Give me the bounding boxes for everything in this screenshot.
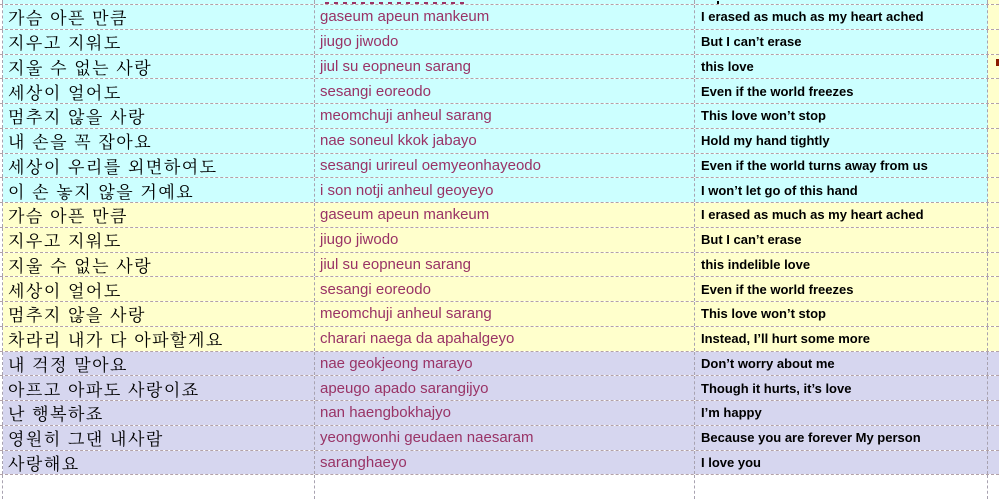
cell-english[interactable] bbox=[695, 129, 988, 153]
cell-romanized-text: apeugo apado sarangijyo bbox=[320, 379, 489, 397]
cell-korean-text: 차라리 내가 다 아파할게요 bbox=[8, 331, 224, 351]
cell-romanized-text: nae geokjeong marayo bbox=[320, 354, 473, 372]
table-row bbox=[0, 30, 999, 55]
cell-romanized[interactable] bbox=[315, 129, 695, 153]
cell-romanized[interactable] bbox=[315, 376, 695, 400]
cell-korean-text: 멈추지 않을 사랑 bbox=[8, 108, 146, 128]
cell-korean[interactable] bbox=[3, 302, 315, 326]
table-row bbox=[0, 79, 999, 104]
clipped-text-fragment bbox=[325, 2, 465, 4]
cell-korean-text: 영원히 그댄 내사람 bbox=[8, 430, 164, 450]
cell-next-col-sliver[interactable] bbox=[988, 401, 999, 425]
cell-romanized[interactable] bbox=[315, 327, 695, 351]
cell-next-col-sliver[interactable] bbox=[988, 55, 999, 79]
cell-next-col-sliver[interactable] bbox=[988, 253, 999, 277]
cell-english-text: But I can’t erase bbox=[701, 34, 802, 50]
cell-next-col-sliver[interactable] bbox=[988, 327, 999, 351]
cell-romanized[interactable] bbox=[315, 302, 695, 326]
cell-korean[interactable] bbox=[3, 228, 315, 252]
cell-korean[interactable] bbox=[3, 426, 315, 450]
cell-romanized-text: nae soneul kkok jabayo bbox=[320, 132, 477, 150]
partial-cell-next-col-sliver bbox=[988, 475, 999, 499]
table-row bbox=[0, 129, 999, 154]
cell-romanized[interactable] bbox=[315, 55, 695, 79]
cell-english[interactable] bbox=[695, 451, 988, 475]
cell-next-col-sliver[interactable] bbox=[988, 451, 999, 475]
cell-english[interactable] bbox=[695, 277, 988, 301]
cell-romanized[interactable] bbox=[315, 352, 695, 376]
cell-romanized[interactable] bbox=[315, 451, 695, 475]
cell-english[interactable] bbox=[695, 154, 988, 178]
cell-next-col-sliver[interactable] bbox=[988, 376, 999, 400]
cell-next-col-sliver[interactable] bbox=[988, 129, 999, 153]
cell-english-text: But I can’t erase bbox=[701, 232, 802, 248]
cell-romanized-text: gaseum apeun mankeum bbox=[320, 8, 490, 26]
cell-korean[interactable] bbox=[3, 451, 315, 475]
table-row bbox=[0, 55, 999, 80]
cell-korean[interactable] bbox=[3, 129, 315, 153]
cell-english-text: Instead, I’ll hurt some more bbox=[701, 331, 871, 347]
partial-cell-english bbox=[695, 0, 988, 4]
table-row bbox=[0, 178, 999, 203]
cell-korean-text: 지우고 지워도 bbox=[8, 34, 122, 54]
cell-romanized[interactable] bbox=[315, 79, 695, 103]
table-row bbox=[0, 253, 999, 278]
cell-korean-text: 세상이 얼어도 bbox=[8, 83, 122, 103]
cell-korean-text: 지우고 지워도 bbox=[8, 232, 122, 252]
cell-romanized[interactable] bbox=[315, 401, 695, 425]
table-row bbox=[0, 451, 999, 476]
cell-next-col-sliver[interactable] bbox=[988, 79, 999, 103]
cell-korean[interactable] bbox=[3, 253, 315, 277]
cell-korean[interactable] bbox=[3, 203, 315, 227]
cell-english-text: Even if the world freezes bbox=[701, 281, 854, 297]
partial-cell-romanized bbox=[315, 475, 695, 499]
cell-english-text: Even if the world turns away from us bbox=[701, 157, 928, 173]
partial-cell-korean bbox=[3, 475, 315, 499]
cell-romanized-text: sesangi eoreodo bbox=[320, 280, 431, 298]
cell-romanized-text: charari naega da apahalgeyo bbox=[320, 330, 515, 348]
cell-english-text: I’m happy bbox=[701, 405, 762, 421]
cell-romanized[interactable] bbox=[315, 154, 695, 178]
cell-english-text: This love won’t stop bbox=[701, 108, 826, 124]
cell-english[interactable] bbox=[695, 55, 988, 79]
cell-english-text: this indelible love bbox=[701, 256, 811, 272]
table-row bbox=[0, 228, 999, 253]
cell-romanized-text: sesangi eoreodo bbox=[320, 82, 431, 100]
cell-english-text: This love won’t stop bbox=[701, 306, 826, 322]
cell-korean-text: 내 걱정 말아요 bbox=[8, 355, 128, 375]
cell-english[interactable] bbox=[695, 5, 988, 29]
clipped-text-fragment bbox=[717, 1, 719, 4]
table-row bbox=[0, 401, 999, 426]
cell-english-text: Even if the world freezes bbox=[701, 83, 854, 99]
table-row bbox=[0, 104, 999, 129]
table-row bbox=[0, 277, 999, 302]
cell-english-text: Don’t worry about me bbox=[701, 355, 835, 371]
cell-next-col-sliver[interactable] bbox=[988, 178, 999, 202]
cell-romanized-text: yeongwonhi geudaen naesaram bbox=[320, 429, 534, 447]
cell-korean[interactable] bbox=[3, 55, 315, 79]
cell-next-col-sliver[interactable] bbox=[988, 228, 999, 252]
cell-romanized-text: sesangi urireul oemyeonhayeodo bbox=[320, 156, 541, 174]
cell-romanized-text: jiul su eopneun sarang bbox=[320, 57, 471, 75]
cell-korean[interactable] bbox=[3, 327, 315, 351]
cell-english[interactable] bbox=[695, 327, 988, 351]
cell-english-text: I erased as much as my heart ached bbox=[701, 207, 924, 223]
cell-next-col-sliver[interactable] bbox=[988, 277, 999, 301]
cell-next-col-sliver[interactable] bbox=[988, 30, 999, 54]
cell-romanized-text: gaseum apeun mankeum bbox=[320, 206, 490, 224]
cell-romanized-text: jiugo jiwodo bbox=[320, 33, 399, 51]
cell-korean[interactable] bbox=[3, 5, 315, 29]
table-row bbox=[0, 376, 999, 401]
cell-korean[interactable] bbox=[3, 79, 315, 103]
cell-romanized[interactable] bbox=[315, 277, 695, 301]
cell-next-col-sliver[interactable] bbox=[988, 5, 999, 29]
cell-next-col-sliver[interactable] bbox=[988, 203, 999, 227]
cell-english-text: Though it hurts, it’s love bbox=[701, 380, 852, 396]
cell-korean-text: 난 행복하죠 bbox=[8, 405, 104, 425]
cell-romanized[interactable] bbox=[315, 203, 695, 227]
table-row bbox=[0, 302, 999, 327]
table-row bbox=[0, 154, 999, 179]
cell-korean-text: 이 손 놓지 않을 거예요 bbox=[8, 182, 195, 202]
cell-english[interactable] bbox=[695, 401, 988, 425]
cell-romanized-text: jiugo jiwodo bbox=[320, 231, 399, 249]
cell-romanized-text: i son notji anheul geoyeyo bbox=[320, 181, 494, 199]
cell-korean-text: 내 손을 꼭 잡아요 bbox=[8, 133, 153, 153]
partial-row-bottom bbox=[0, 475, 999, 499]
cell-english[interactable] bbox=[695, 203, 988, 227]
cell-next-col-sliver[interactable] bbox=[988, 426, 999, 450]
cell-english-text: I love you bbox=[701, 454, 761, 470]
cell-english[interactable] bbox=[695, 253, 988, 277]
cell-english[interactable] bbox=[695, 228, 988, 252]
cell-romanized[interactable] bbox=[315, 5, 695, 29]
cell-next-col-sliver[interactable] bbox=[988, 104, 999, 128]
cell-romanized[interactable] bbox=[315, 253, 695, 277]
partial-cell-next-col-sliver bbox=[988, 0, 999, 4]
cell-next-col-sliver[interactable] bbox=[988, 352, 999, 376]
cell-english-text: I won’t let go of this hand bbox=[701, 182, 858, 198]
cell-romanized[interactable] bbox=[315, 178, 695, 202]
cell-english-text: I erased as much as my heart ached bbox=[701, 9, 924, 25]
cell-romanized[interactable] bbox=[315, 30, 695, 54]
cell-english[interactable] bbox=[695, 30, 988, 54]
cell-romanized-text: saranghaeyo bbox=[320, 453, 407, 471]
cell-next-col-sliver[interactable] bbox=[988, 302, 999, 326]
cell-korean-text: 사랑해요 bbox=[8, 454, 80, 474]
cell-korean[interactable] bbox=[3, 401, 315, 425]
cell-korean[interactable] bbox=[3, 376, 315, 400]
cell-english-text: this love bbox=[701, 58, 754, 74]
cell-korean-text: 가슴 아픈 만큼 bbox=[8, 9, 128, 29]
cell-english[interactable] bbox=[695, 302, 988, 326]
cell-romanized-text: meomchuji anheul sarang bbox=[320, 305, 492, 323]
cell-korean[interactable] bbox=[3, 352, 315, 376]
cell-english-text: Because you are forever My person bbox=[701, 430, 921, 446]
table-row bbox=[0, 327, 999, 352]
cell-romanized-text: meomchuji anheul sarang bbox=[320, 107, 492, 125]
cell-korean-text: 멈추지 않을 사랑 bbox=[8, 306, 146, 326]
cell-korean[interactable] bbox=[3, 154, 315, 178]
cell-romanized-text: nan haengbokhajyo bbox=[320, 404, 451, 422]
cell-romanized-text: jiul su eopneun sarang bbox=[320, 255, 471, 273]
cell-korean[interactable] bbox=[3, 30, 315, 54]
cell-korean-text: 지울 수 없는 사랑 bbox=[8, 58, 153, 78]
cell-korean-text: 세상이 얼어도 bbox=[8, 281, 122, 301]
cell-korean-text: 아프고 아파도 사랑이죠 bbox=[8, 380, 200, 400]
partial-cell-romanized bbox=[315, 0, 695, 4]
cell-korean-text: 세상이 우리를 외면하여도 bbox=[8, 157, 218, 177]
cell-korean[interactable] bbox=[3, 104, 315, 128]
cell-korean-text: 가슴 아픈 만큼 bbox=[8, 207, 128, 227]
table-row bbox=[0, 352, 999, 377]
cell-english[interactable] bbox=[695, 104, 988, 128]
table-row bbox=[0, 426, 999, 451]
cell-english[interactable] bbox=[695, 426, 988, 450]
table-row bbox=[0, 5, 999, 30]
partial-cell-korean bbox=[3, 0, 315, 4]
cell-korean[interactable] bbox=[3, 277, 315, 301]
table-row bbox=[0, 203, 999, 228]
cell-korean[interactable] bbox=[3, 178, 315, 202]
cell-romanized[interactable] bbox=[315, 104, 695, 128]
partial-cell-english bbox=[695, 475, 988, 499]
cell-english[interactable] bbox=[695, 376, 988, 400]
cell-korean-text: 지울 수 없는 사랑 bbox=[8, 256, 153, 276]
cell-english[interactable] bbox=[695, 352, 988, 376]
cell-english-text: Hold my hand tightly bbox=[701, 133, 830, 149]
cell-romanized[interactable] bbox=[315, 426, 695, 450]
cell-english[interactable] bbox=[695, 178, 988, 202]
cell-next-col-sliver[interactable] bbox=[988, 154, 999, 178]
cell-romanized[interactable] bbox=[315, 228, 695, 252]
cell-english[interactable] bbox=[695, 79, 988, 103]
